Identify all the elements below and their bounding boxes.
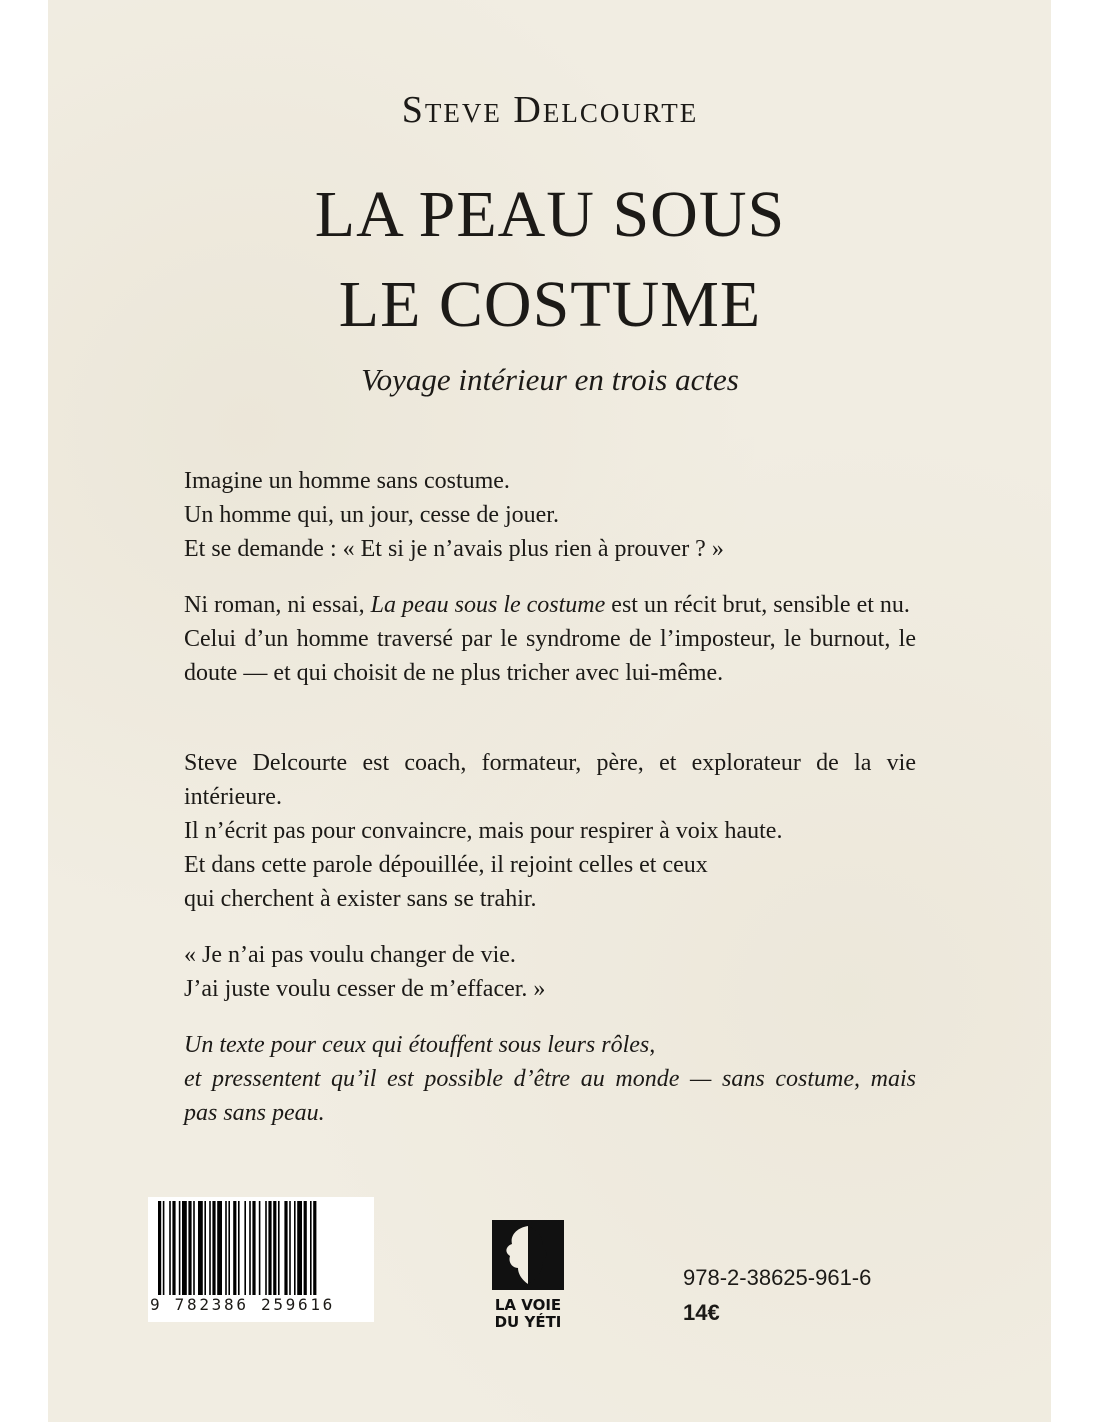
barcode [148,1197,374,1322]
book-title-inline: La peau sous le costume [370,592,606,618]
book-subtitle: Voyage intérieur en trois actes [361,362,739,397]
blurb-line: Et se demande : « Et si je n’avais plus rien à prouver ? » [184,536,724,562]
closing-line: Un texte pour ceux qui étouffent sous leurs rôles, [184,1032,656,1058]
publisher-name [492,1297,564,1331]
blurb-line: Un homme qui, un jour, cesse de jouer. [184,502,559,528]
quote-line: « Je n’ai pas voulu changer de vie. [184,942,516,968]
blurb-paragraph-2 [184,588,916,690]
blurb-paragraph-3 [184,746,916,916]
isbn: 978-2-38625-961-6 [683,1265,872,1290]
blurb-line [184,588,916,622]
quote-line: J’ai juste voulu cesser de m’effacer. » [184,976,546,1002]
closing-line: et pressentent qu’il est possible d’être au monde — sans costume, mais [184,1066,916,1092]
yeti-logo-icon [492,1220,564,1290]
publisher-line-2: DU YÉTI [494,1313,562,1331]
title-line-2: LE COSTUME [338,268,762,341]
blurb-line: Et dans cette parole dépouillée, il rejoint celles et ceux [184,852,708,878]
blurb-line: Imagine un homme sans costume. [184,468,510,494]
publisher-logo [492,1220,564,1331]
blurb-paragraph-1 [184,464,916,566]
blurb-line: qui cherchent à exister sans se trahir. [184,886,537,912]
price: 14€ [683,1300,720,1325]
book-title [0,170,1100,350]
author-quote [184,938,916,1006]
author-name: Steve Delcourte [401,89,699,131]
blurb-line: Celui d’un homme traversé par le syndrome de l’imposteur, le burnout, le doute — et qui choisit de ne plus tricher avec lui-même. [184,626,916,686]
publisher-line-1: LA VOIE [494,1296,562,1314]
closing-line: pas sans peau. [184,1100,325,1126]
blurb-line: Steve Delcourte est coach, formateur, père, et explorateur de la vie intérieure. [184,750,916,810]
barcode-digits: 9 782386 259616 [150,1295,372,1314]
title-line-1: LA PEAU SOUS [314,178,786,251]
blurb-text: Ni roman, ni essai, [184,592,371,618]
blurb-line: Il n’écrit pas pour convaincre, mais pour respirer à voix haute. [184,818,783,844]
closing-text [184,1028,916,1130]
blurb-text: est un récit brut, sensible et nu. [605,592,910,618]
